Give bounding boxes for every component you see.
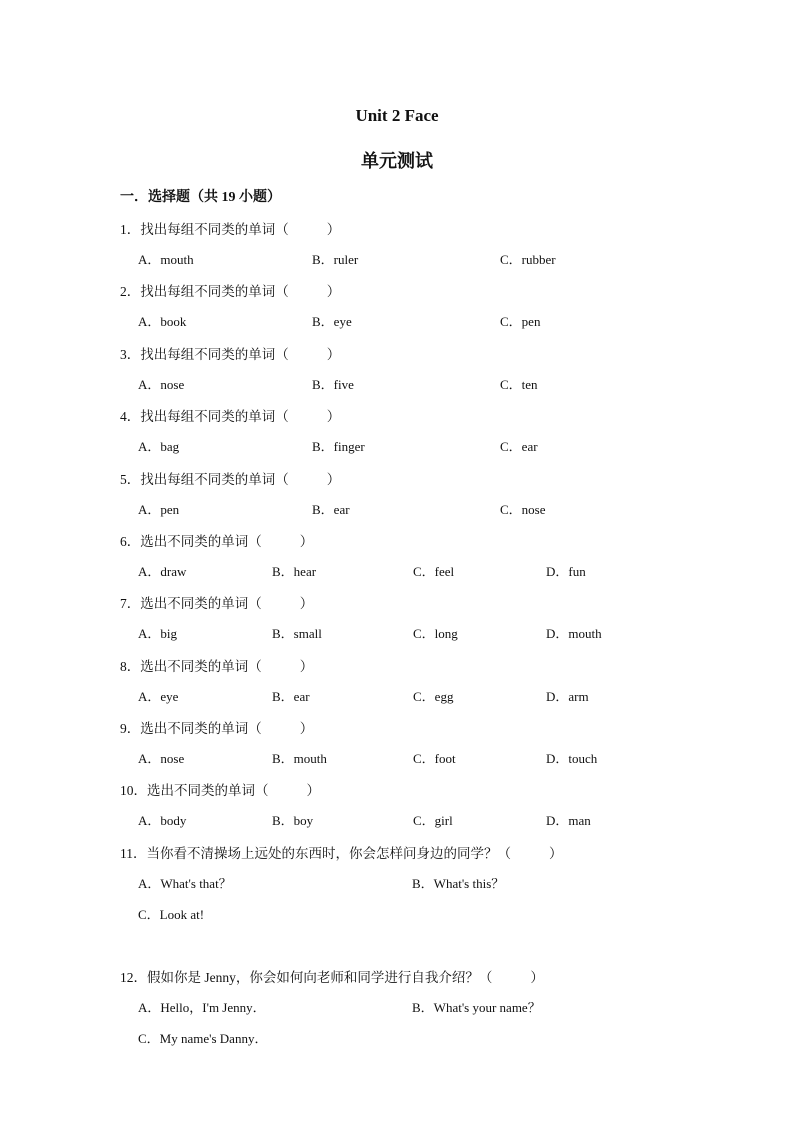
question-close-paren: ） (299, 534, 314, 549)
question-close-paren: ） (299, 596, 314, 611)
answer-option: B．eye (312, 314, 352, 329)
answer-option: A．eye (138, 689, 179, 704)
answer-option: A．Hello，I'm Jenny． (138, 1000, 266, 1015)
answer-option: B．small (272, 626, 322, 641)
answer-option: B．ear (272, 689, 310, 704)
answer-option: C．girl (413, 813, 453, 828)
answer-option: A．big (138, 626, 178, 641)
question-close-paren: ） (299, 659, 314, 674)
question-stem (120, 592, 313, 612)
answer-option: C．pen (500, 314, 541, 329)
question-close-paren: ） (326, 472, 341, 487)
answer-option: A．body (138, 813, 187, 828)
answer-option: D．man (546, 813, 591, 828)
question-close-paren: ） (326, 222, 341, 237)
answer-option: C．egg (413, 689, 454, 704)
question-close-paren: ） (549, 846, 563, 861)
answer-option: B．five (312, 377, 354, 392)
question-stem (120, 842, 563, 862)
question-text: 4．找出每组不同类的单词（ (120, 409, 289, 424)
question-stem (120, 655, 313, 675)
answer-option: D．arm (546, 689, 589, 704)
answer-option: B．boy (272, 813, 314, 828)
question-stem (120, 966, 544, 986)
answer-option: B．finger (312, 439, 365, 454)
question-stem (120, 717, 313, 737)
page-title: Unit 2 Face (355, 106, 439, 125)
answer-option: C．feel (413, 564, 455, 579)
answer-option: D．mouth (546, 626, 602, 641)
answer-option: A．nose (138, 377, 185, 392)
section-heading: 一．选择题（共 19 小题） (120, 190, 281, 205)
answer-option: C．Look at! (138, 907, 205, 922)
answer-option: A．What's that？ (138, 876, 232, 891)
question-text: 10．选出不同类的单词（ (120, 783, 269, 798)
question-close-paren: ） (306, 783, 320, 798)
question-stem (120, 218, 340, 238)
answer-option: B．mouth (272, 751, 327, 766)
question-text: 1．找出每组不同类的单词（ (120, 222, 289, 237)
answer-option: A．pen (138, 502, 180, 517)
question-text: 12．假如你是 Jenny，你会如何向老师和同学进行自我介绍？（ (120, 970, 493, 985)
question-text: 7．选出不同类的单词（ (120, 596, 262, 611)
answer-option: B．ruler (312, 252, 359, 267)
answer-option: A．mouth (138, 252, 194, 267)
answer-option: C．nose (500, 502, 546, 517)
question-text: 6．选出不同类的单词（ (120, 534, 262, 549)
answer-option: C．rubber (500, 252, 556, 267)
answer-option: C．long (413, 626, 458, 641)
answer-option: C．ten (500, 377, 538, 392)
question-text: 3．找出每组不同类的单词（ (120, 347, 289, 362)
question-close-paren: ） (299, 721, 314, 736)
question-text: 5．找出每组不同类的单词（ (120, 472, 289, 487)
page-subtitle: 单元测试 (361, 151, 433, 171)
answer-option: A．draw (138, 564, 187, 579)
question-stem (120, 405, 340, 425)
question-text: 2．找出每组不同类的单词（ (120, 284, 289, 299)
question-text: 11．当你看不清操场上远处的东西时，你会怎样问身边的同学？（ (120, 846, 511, 861)
answer-option: C．ear (500, 439, 538, 454)
answer-option: C．foot (413, 751, 456, 766)
question-close-paren: ） (326, 284, 341, 299)
answer-option: A．nose (138, 751, 185, 766)
answer-option: B．hear (272, 564, 317, 579)
question-close-paren: ） (530, 970, 544, 985)
answer-option: C．My name's Danny． (138, 1031, 268, 1046)
question-close-paren: ） (326, 409, 341, 424)
question-text: 9．选出不同类的单词（ (120, 721, 262, 736)
answer-option: D．touch (546, 751, 598, 766)
question-stem (120, 779, 320, 799)
question-stem (120, 280, 340, 300)
answer-option: B．ear (312, 502, 350, 517)
answer-option: A．book (138, 314, 187, 329)
question-stem (120, 468, 340, 488)
question-close-paren: ） (326, 347, 341, 362)
answer-option: B．What's this？ (412, 876, 505, 891)
answer-option: B．What's your name？ (412, 1000, 541, 1015)
answer-option: A．bag (138, 439, 180, 454)
question-text: 8．选出不同类的单词（ (120, 659, 262, 674)
answer-option: D．fun (546, 564, 586, 579)
question-stem (120, 343, 340, 363)
question-stem (120, 530, 313, 550)
